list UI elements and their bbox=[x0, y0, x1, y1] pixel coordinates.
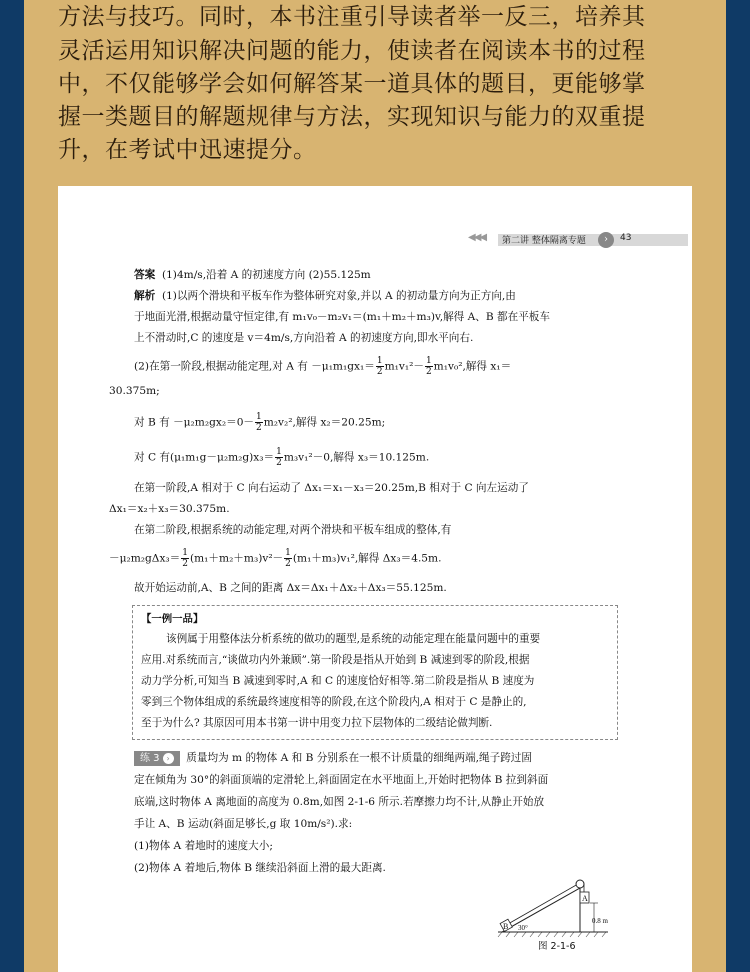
equation-line bbox=[134, 412, 385, 433]
box-line: 该例属于用整体法分析系统的做功的题型,是系统的动能定理在能量问题中的重要 bbox=[166, 633, 541, 645]
text-line: 质量均为 m 的物体 A 和 B 分别系在一根不计质量的细绳两端,绳子跨过固 bbox=[186, 752, 532, 764]
answer-line bbox=[134, 268, 371, 283]
label-b: B bbox=[503, 922, 509, 931]
ground-hatch bbox=[498, 932, 606, 937]
text-line: －μ₂m₂gΔx₃＝ bbox=[109, 552, 181, 565]
text-line: (1)以两个滑块和平板车作为整体研究对象,并以 A 的初动量方向为正方向,由 bbox=[161, 290, 516, 302]
text-line: Δx₁＝x₂＋x₃＝30.375m. bbox=[109, 503, 230, 515]
analysis-line bbox=[134, 289, 516, 304]
example-box bbox=[132, 605, 618, 740]
label-a: A bbox=[582, 894, 588, 903]
incline bbox=[502, 888, 580, 932]
text-line: 上不滑动时,C 的速度是 v＝4m/s,方向沿着 A 的初速度方向,即水平向右. bbox=[134, 332, 474, 344]
arrows-icon: ◀◀◀ bbox=[468, 232, 486, 243]
text-line: 在第一阶段,A 相对于 C 向右运动了 Δx₁＝x₁－x₃＝20.25m,B 相对于 C 向左运动了 bbox=[134, 482, 529, 494]
fraction: $\frac{1}{2}$ bbox=[376, 356, 383, 377]
text-line: 对 C 有(μ₁m₁g－μ₂m₂g)x₃＝ bbox=[134, 451, 275, 464]
equation-line bbox=[134, 447, 429, 468]
text-line: 定在倾角为 30°的斜面顶端的定滑轮上,斜面固定在水平地面上,开始时把物体 B 拉到斜面 bbox=[134, 774, 549, 786]
chevron-right-icon: › bbox=[598, 232, 614, 248]
answer-text: (1)4m/s,沿着 A 的初速度方向 (2)55.125m bbox=[161, 269, 371, 281]
text-line: 底端,这时物体 A 离地面的高度为 0.8m,如图 2-1-6 所示.若摩擦力均不计,从静止开始放 bbox=[134, 796, 545, 808]
fraction: $\frac{1}{2}$ bbox=[256, 412, 262, 433]
angle-label: 30° bbox=[518, 924, 528, 932]
box-line: 动力学分析,可知当 B 减速到零时,A 和 C 的速度恰好相等.第二阶段是指从 B 速度为 bbox=[141, 675, 535, 687]
equation-line bbox=[109, 548, 441, 569]
text-line: 于地面光滑,根据动量守恒定律,有 m₁v₀－m₂v₁＝(m₁＋m₂＋m₃)v,解得 A、B 都在平板车 bbox=[134, 311, 550, 323]
figure-caption: 图 2-1-6 bbox=[538, 941, 576, 952]
box-line: 至于为什么? 其原因可用本书第一讲中用变力拉下层物体的二级结论做判断. bbox=[141, 717, 493, 729]
fraction: $\frac{1}{2}$ bbox=[425, 356, 432, 377]
practice-tag: 练 3 › bbox=[134, 751, 180, 766]
book-page bbox=[58, 186, 692, 972]
equation-line bbox=[134, 356, 511, 377]
box-line: 应用.对系统而言,“谈做功内外兼顾”.第一阶段是指从开始到 B 减速到零的阶段,根据 bbox=[141, 654, 530, 666]
intro-line: 握一类题目的解题规律与方法，实现知识与能力的双重提 bbox=[58, 104, 646, 130]
text-line: 在第二阶段,根据系统的动能定理,对两个滑块和平板车组成的整体,有 bbox=[134, 524, 452, 536]
equation-part: m₁v₀²,解得 x₁＝ bbox=[433, 360, 512, 373]
intro-line: 灵活运用知识解决问题的能力，使读者在阅读本书的过程 bbox=[58, 38, 646, 64]
text-line: (2)物体 A 着地后,物体 B 继续沿斜面上滑的最大距离. bbox=[134, 862, 386, 874]
incline-figure bbox=[496, 866, 616, 946]
answer-label: 答案 bbox=[134, 269, 156, 281]
running-header bbox=[468, 232, 688, 246]
text-line: (2)在第一阶段,根据动能定理,对 A 有 －μ₁m₁gx₁＝ bbox=[134, 360, 375, 373]
height-label: 0.8 m bbox=[592, 917, 608, 925]
fraction: $\frac{1}{2}$ bbox=[285, 548, 291, 569]
equation-part: m₂v₂²,解得 x₂＝20.25m; bbox=[263, 416, 386, 429]
text-line: 30.375m; bbox=[109, 385, 160, 397]
equation-part: m₃v₁²－0,解得 x₃＝10.125m. bbox=[283, 451, 430, 464]
chevron-right-icon: › bbox=[163, 753, 174, 764]
text-line: 对 B 有 －μ₂m₂gx₂＝0－ bbox=[134, 416, 255, 429]
text-line: (1)物体 A 着地时的速度大小; bbox=[134, 840, 273, 852]
equation-part: m₁v₁²－ bbox=[384, 360, 424, 373]
example-box-tag: 【一例一品】 bbox=[141, 613, 204, 625]
equation-part: (m₁＋m₂＋m₃)v²－ bbox=[190, 552, 284, 565]
running-title: 第二讲 整体隔离专题 bbox=[502, 236, 586, 246]
analysis-label: 解析 bbox=[134, 290, 156, 302]
intro-line: 中，不仅能够学会如何解答某一道具体的题目，更能够掌 bbox=[58, 71, 646, 97]
page-number: 43 bbox=[620, 233, 632, 243]
text-line: 故开始运动前,A、B 之间的距离 Δx＝Δx₁＋Δx₂＋Δx₃＝55.125m. bbox=[134, 582, 447, 594]
fraction: $\frac{1}{2}$ bbox=[276, 447, 282, 468]
practice-line bbox=[134, 751, 532, 766]
fraction: $\frac{1}{2}$ bbox=[182, 548, 188, 569]
equation-part: (m₁＋m₃)v₁²,解得 Δx₃＝4.5m. bbox=[292, 552, 442, 565]
intro-line: 升，在考试中迅速提分。 bbox=[58, 137, 317, 163]
box-line: 零到三个物体组成的系统最终速度相等的阶段,在这个阶段内,A 相对于 C 是静止的, bbox=[141, 696, 527, 708]
text-line: 手让 A、B 运动(斜面足够长,g 取 10m/s²).求: bbox=[134, 818, 353, 830]
pulley bbox=[576, 880, 584, 888]
intro-line: 方法与技巧。同时，本书注重引导读者举一反三，培养其 bbox=[58, 4, 646, 30]
